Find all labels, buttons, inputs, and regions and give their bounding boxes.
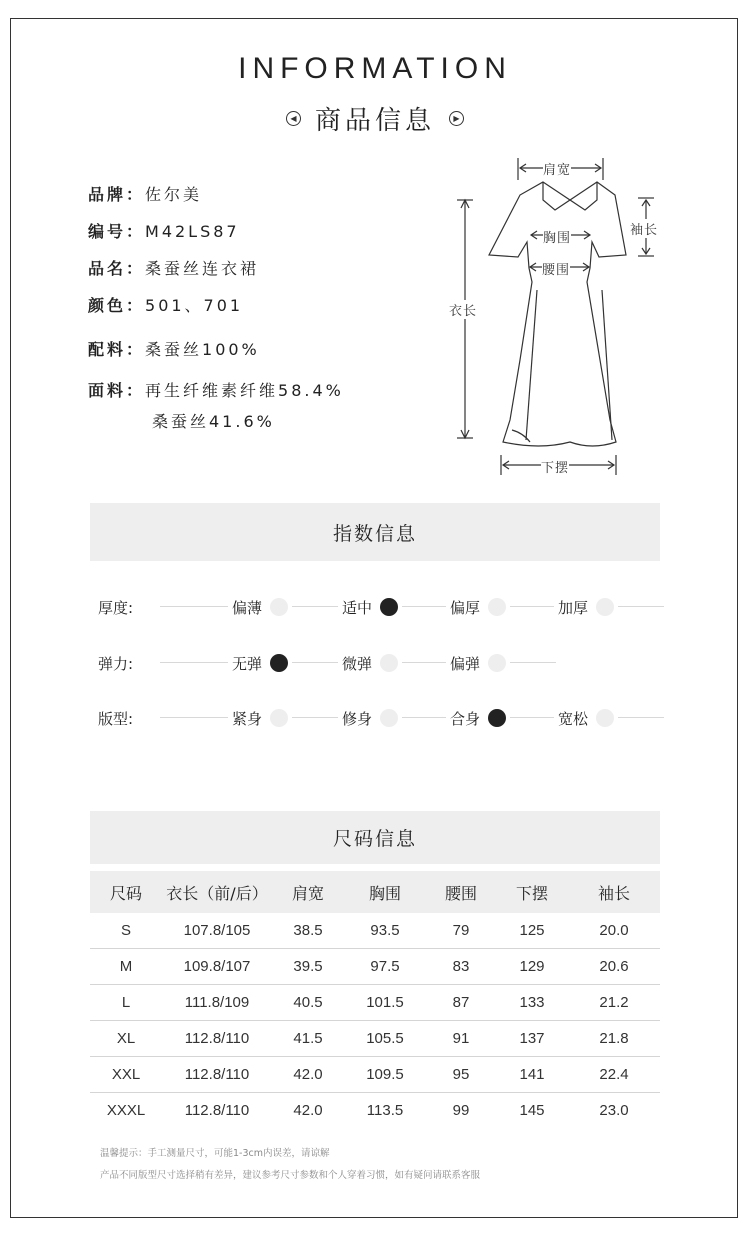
indicator-dot (596, 709, 614, 727)
table-cell: 112.8/110 (184, 1102, 250, 1119)
label-shoulder: 肩宽 (543, 159, 571, 178)
table-cell: 101.5 (344, 985, 426, 1021)
option-medium: 适中 (338, 595, 402, 619)
table-cell: 42.0 (272, 1057, 344, 1093)
table-cell: 95 (426, 1057, 496, 1093)
indicator-dot (270, 598, 288, 616)
option-slim: 修身 (338, 706, 402, 730)
note-line-2: 产品不同版型尺寸选择稍有差异，建议参考尺寸参数和个人穿着习惯，如有疑问请联系客服 (100, 1170, 481, 1181)
option-thick: 偏厚 (446, 595, 510, 619)
table-cell: 105.5 (344, 1021, 426, 1057)
table-cell: 20.0 (568, 913, 660, 949)
indicator-dot-selected (380, 598, 398, 616)
table-cell: S (90, 913, 162, 949)
table-cell: 91 (426, 1021, 496, 1057)
info-name: 品名：桑蚕丝连衣裙 (88, 259, 260, 278)
indicator-dot (380, 654, 398, 672)
title-english: INFORMATION (238, 52, 512, 85)
index-row-elasticity: 弹力: 无弹 微弹 偏弹 (98, 651, 556, 675)
table-cell: 111.8/109 (162, 985, 272, 1021)
table-cell: 93.5 (344, 913, 426, 949)
column-header: 衣长（前/后） (162, 871, 272, 913)
table-cell: 21.8 (568, 1021, 660, 1057)
dress-outline-icon (440, 150, 670, 490)
column-header: 腰围 (426, 871, 496, 913)
table-row (90, 913, 660, 949)
indicator-dot-selected (270, 654, 288, 672)
info-code: 编号：M42LS87 (88, 222, 240, 241)
indicator-dot (488, 598, 506, 616)
table-cell: 87 (426, 985, 496, 1021)
table-cell: XXXL (106, 1102, 146, 1119)
column-header: 袖长 (568, 871, 660, 913)
table-cell: 107.8/105 (162, 913, 272, 949)
option-loose: 宽松 (554, 706, 618, 730)
indicator-dot (596, 598, 614, 616)
table-row (90, 985, 660, 1021)
index-section-header: 指数信息 (90, 503, 660, 561)
table-cell: 22.4 (568, 1057, 660, 1093)
indicator-dot (270, 709, 288, 727)
table-cell: M (90, 949, 162, 985)
table-header-row (90, 871, 660, 913)
option-thin: 偏薄 (228, 595, 292, 619)
table-cell: 39.5 (272, 949, 344, 985)
label-waist: 腰围 (542, 259, 570, 278)
table-cell: L (90, 985, 162, 1021)
table-row (90, 949, 660, 985)
table-cell: 38.5 (272, 913, 344, 949)
table-cell: 109.5 (344, 1057, 426, 1093)
info-fabric: 面料：再生纤维素纤维58.4% 桑蚕丝41.6% (88, 381, 344, 431)
table-cell: 99 (452, 1102, 470, 1119)
label-hem: 下摆 (541, 457, 569, 476)
table-row (90, 1093, 660, 1129)
option-stretchy: 偏弹 (446, 651, 510, 675)
indicator-dot (488, 654, 506, 672)
table-row (90, 1021, 660, 1057)
table-cell: 133 (496, 985, 568, 1021)
column-header: 肩宽 (272, 871, 344, 913)
column-header: 胸围 (344, 871, 426, 913)
column-header: 尺码 (90, 871, 162, 913)
option-regular: 合身 (446, 706, 510, 730)
table-cell: 79 (426, 913, 496, 949)
circle-right-arrow-icon: ▶ (449, 111, 464, 126)
title-chinese-row (0, 100, 750, 137)
info-brand: 品牌：佐尔美 (88, 185, 203, 204)
label-chest: 胸围 (543, 227, 571, 246)
table-cell: 129 (496, 949, 568, 985)
table-cell: 42.0 (293, 1102, 323, 1119)
table-cell: 145 (519, 1102, 545, 1119)
title-chinese: 商品信息 (314, 106, 435, 136)
table-cell: 97.5 (344, 949, 426, 985)
table-cell: XXL (90, 1057, 162, 1093)
option-slight-stretch: 微弹 (338, 651, 402, 675)
column-header: 下摆 (496, 871, 568, 913)
index-row-thickness: 厚度: 偏薄 适中 偏厚 加厚 (98, 595, 664, 619)
table-cell: XL (90, 1021, 162, 1057)
table-cell: 141 (496, 1057, 568, 1093)
option-no-stretch: 无弹 (228, 651, 292, 675)
table-cell: 83 (426, 949, 496, 985)
index-row-fit: 版型: 紧身 修身 合身 宽松 (98, 706, 664, 730)
size-section-header: 尺码信息 (90, 811, 660, 864)
label-length: 衣长 (449, 300, 477, 319)
table-cell: 41.5 (272, 1021, 344, 1057)
info-material: 配料：桑蚕丝100% (88, 340, 260, 359)
option-tight: 紧身 (228, 706, 292, 730)
table-cell: 113.5 (366, 1102, 404, 1119)
table-cell: 112.8/110 (162, 1057, 272, 1093)
info-color: 颜色：501、701 (88, 296, 244, 315)
note-line-1: 温馨提示：手工测量尺寸，可能1-3cm内误差，请谅解 (100, 1148, 330, 1159)
indicator-dot-selected (488, 709, 506, 727)
circle-left-arrow-icon: ◀ (286, 111, 301, 126)
table-cell: 23.0 (599, 1102, 629, 1119)
option-extra-thick: 加厚 (554, 595, 618, 619)
table-cell: 20.6 (568, 949, 660, 985)
table-cell: 21.2 (568, 985, 660, 1021)
table-cell: 109.8/107 (162, 949, 272, 985)
table-cell: 125 (496, 913, 568, 949)
label-sleeve: 袖长 (630, 219, 658, 238)
table-cell: 137 (496, 1021, 568, 1057)
indicator-dot (380, 709, 398, 727)
table-cell: 40.5 (272, 985, 344, 1021)
table-row (90, 1057, 660, 1093)
dress-measurement-diagram (440, 150, 670, 490)
size-table (90, 871, 660, 1128)
table-cell: 112.8/110 (162, 1021, 272, 1057)
